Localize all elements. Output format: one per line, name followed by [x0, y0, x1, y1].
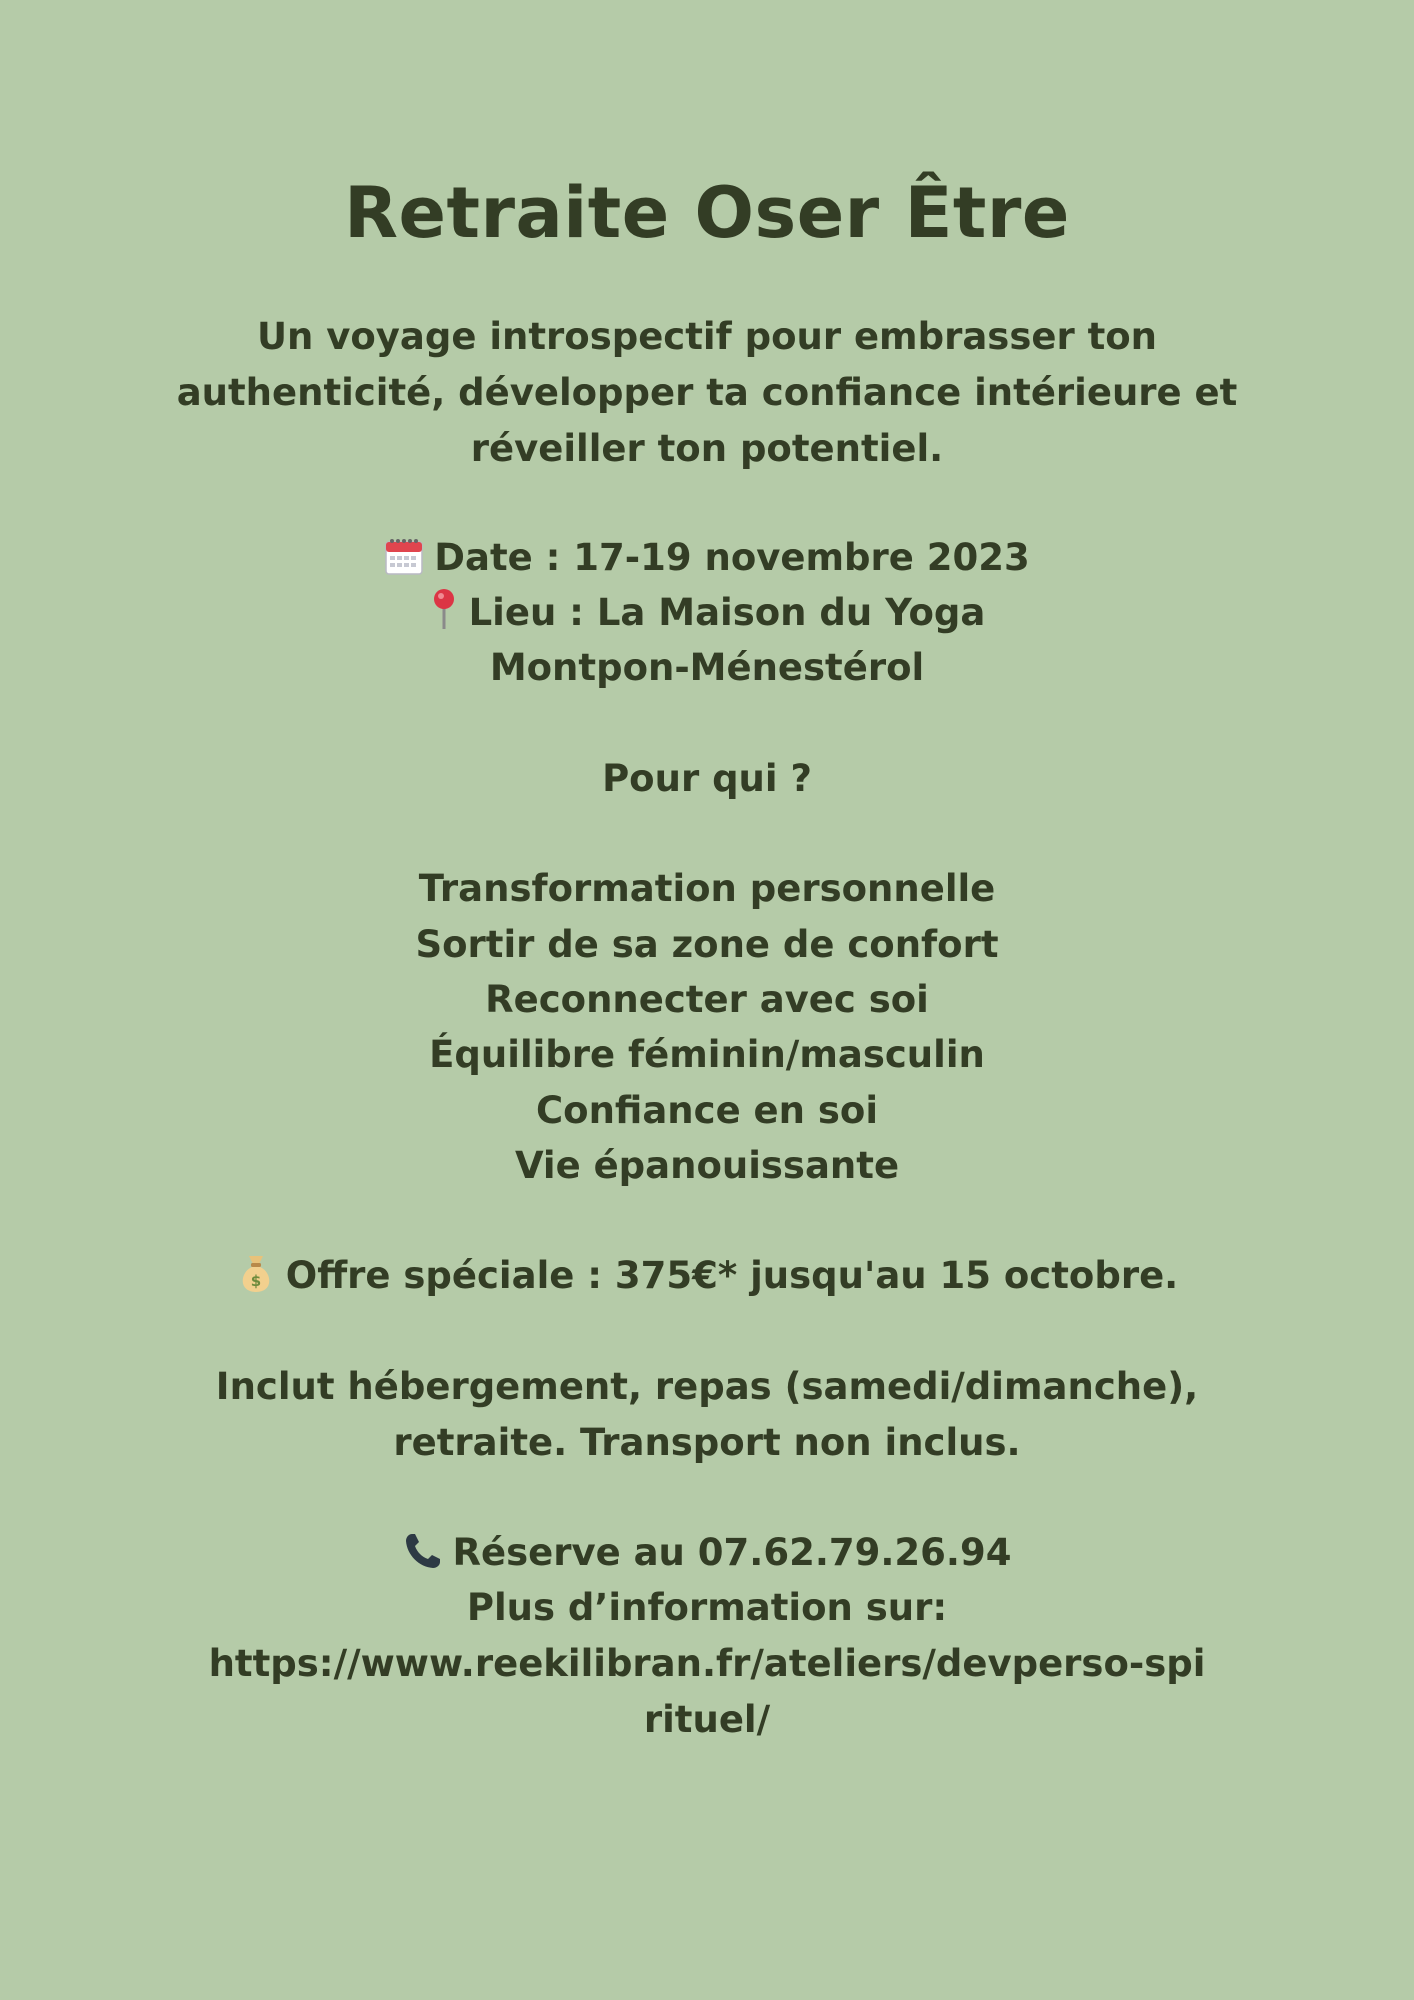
date-line	[40, 530, 1374, 592]
offer-line	[40, 1248, 1374, 1310]
audience-item: Transformation personnelle	[418, 867, 996, 910]
audience-item: Sortir de sa zone de confort	[415, 923, 999, 966]
reserve-line	[40, 1525, 1374, 1587]
offer-text: Offre spéciale : 375€* jusqu'au 15 octobre.	[285, 1254, 1179, 1297]
page-title: Retraite Oser Être	[344, 172, 1070, 254]
money-bag-icon	[236, 1252, 276, 1310]
svg-text:$: $	[250, 1272, 261, 1290]
event-location: Lieu : La Maison du Yoga	[468, 591, 986, 634]
info-url[interactable]: https://www.reekilibran.fr/ateliers/devperso-spirituel/	[208, 1642, 1206, 1741]
audience-item: Équilibre féminin/masculin	[429, 1033, 985, 1076]
subtitle: Un voyage introspectif pour embrasser ton authenticité, développer ta confiance intérieure et réveiller ton potentiel.	[176, 315, 1238, 470]
audience-item: Reconnecter avec soi	[485, 978, 929, 1021]
event-date: Date : 17-19 novembre 2023	[434, 536, 1030, 579]
audience-item: Confiance en soi	[536, 1089, 878, 1132]
event-city: Montpon-Ménestérol	[489, 646, 925, 689]
pin-icon	[429, 587, 459, 647]
audience-item: Vie épanouissante	[514, 1144, 900, 1187]
more-info-label: Plus d’information sur:	[466, 1586, 948, 1629]
phone-icon	[403, 1531, 443, 1587]
includes-text: Inclut hébergement, repas (samedi/dimanche), retraite. Transport non inclus.	[215, 1365, 1199, 1464]
audience-heading: Pour qui ?	[602, 757, 812, 800]
reserve-phone: Réserve au 07.62.79.26.94	[452, 1531, 1012, 1574]
location-line	[40, 585, 1374, 647]
calendar-icon	[384, 536, 424, 592]
